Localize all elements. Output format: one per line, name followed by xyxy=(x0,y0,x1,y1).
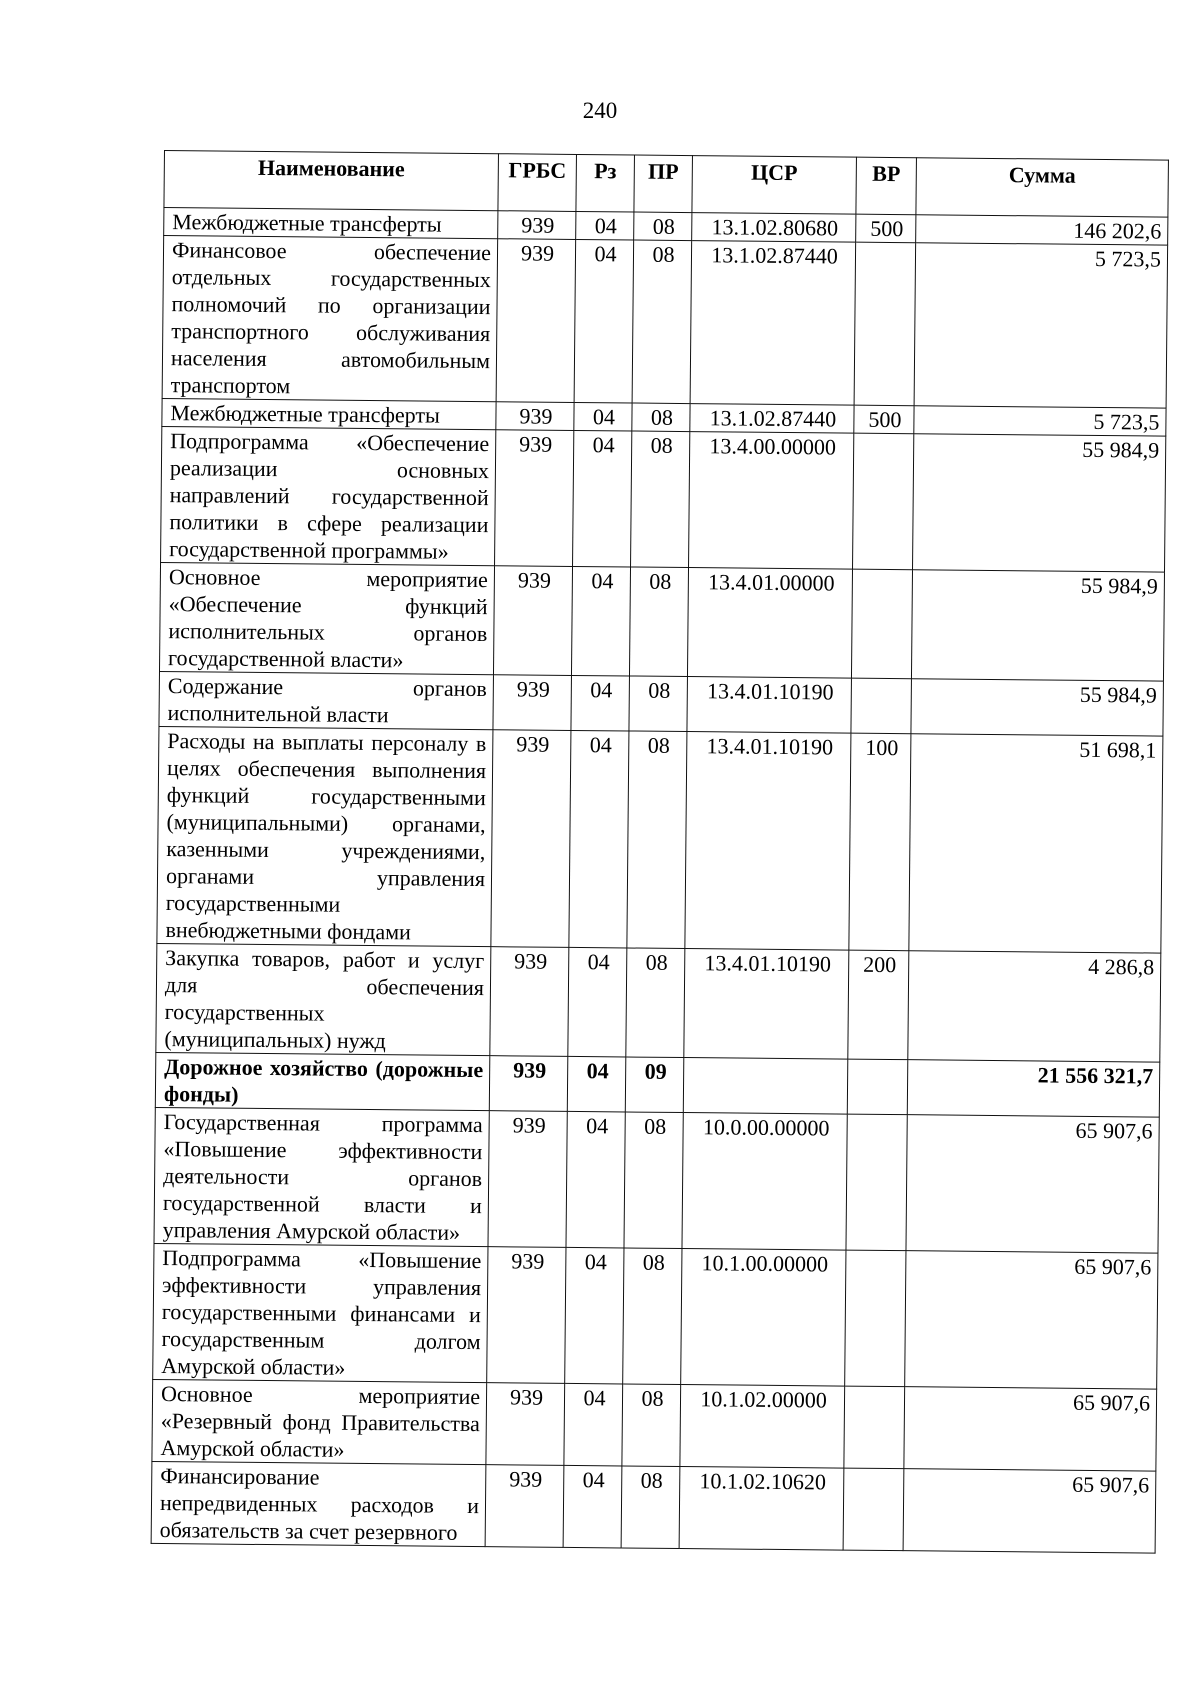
table-row xyxy=(161,426,1166,572)
table-row xyxy=(152,1379,1157,1471)
cell-vr xyxy=(843,1468,904,1551)
cell-sum: 65 907,6 xyxy=(904,1387,1157,1471)
cell-vr xyxy=(851,569,912,679)
header-name: Наименование xyxy=(164,151,499,211)
cell-pr: 08 xyxy=(627,731,687,949)
cell-csr: 13.4.00.00000 xyxy=(689,432,854,570)
cell-csr: 10.0.00.00000 xyxy=(682,1113,847,1251)
cell-csr: 13.4.01.10190 xyxy=(684,949,849,1060)
cell-vr: 500 xyxy=(854,405,914,434)
table-row xyxy=(156,943,1161,1062)
cell-grbs: 939 xyxy=(489,1056,568,1112)
cell-csr: 13.1.02.87440 xyxy=(690,241,856,406)
cell-sum: 65 907,6 xyxy=(906,1115,1159,1253)
table-row-section-total xyxy=(155,1052,1159,1117)
cell-pr: 09 xyxy=(625,1057,684,1113)
cell-name: Закупка товаров, работ и услуг для обеспечения государственных (муниципальных) нужд xyxy=(156,943,491,1055)
cell-rz: 04 xyxy=(564,1383,623,1466)
cell-name: Дорожное хозяйство (дорожные фонды) xyxy=(155,1052,490,1110)
cell-grbs: 939 xyxy=(496,402,574,431)
cell-grbs: 939 xyxy=(496,239,576,403)
header-rz: Рз xyxy=(576,154,635,212)
header-csr: ЦСР xyxy=(692,156,857,215)
cell-sum: 55 984,9 xyxy=(911,570,1164,681)
cell-name: Подпрограмма «Повышение эффективности управления государственными финансами и государственным долгом Амурской области» xyxy=(153,1243,488,1382)
cell-csr: 13.4.01.00000 xyxy=(687,568,852,679)
cell-grbs: 939 xyxy=(493,675,572,731)
cell-rz: 04 xyxy=(571,675,630,731)
header-sum: Сумма xyxy=(916,158,1169,217)
cell-vr xyxy=(853,433,914,570)
cell-name: Расходы на выплаты персоналу в целях обеспечения выполнения функций государственными (муниципальными) органами, казенными учреждениями, органами управления государственными внебюджетными фондами xyxy=(157,726,493,946)
cell-csr: 10.1.02.10620 xyxy=(679,1467,844,1551)
cell-csr: 13.4.01.10190 xyxy=(685,732,851,951)
table-row xyxy=(159,671,1163,736)
cell-pr: 08 xyxy=(624,1112,683,1249)
cell-pr: 08 xyxy=(623,1248,682,1385)
cell-pr: 08 xyxy=(632,403,690,432)
table-row xyxy=(151,1461,1156,1553)
cell-pr: 08 xyxy=(622,1384,681,1467)
cell-grbs: 939 xyxy=(491,730,571,948)
cell-grbs: 939 xyxy=(490,947,569,1057)
cell-vr xyxy=(847,1059,908,1115)
page-number: 240 xyxy=(582,98,618,123)
cell-name: Основное мероприятие «Обеспечение функций исполнительных органов государственной власти» xyxy=(159,562,494,674)
cell-vr xyxy=(845,1250,906,1387)
cell-pr: 08 xyxy=(621,1466,680,1549)
cell-pr: 08 xyxy=(631,431,690,568)
cell-name: Финансирование непредвиденных расходов и обязательств за счет резервного xyxy=(151,1461,486,1546)
cell-rz: 04 xyxy=(574,239,634,403)
table-row xyxy=(159,562,1164,681)
cell-grbs: 939 xyxy=(495,430,574,567)
header-row xyxy=(164,151,1169,218)
cell-vr xyxy=(844,1386,905,1469)
cell-rz: 04 xyxy=(567,1056,626,1112)
header-vr: ВР xyxy=(856,157,917,215)
table-row xyxy=(154,1107,1159,1253)
cell-csr: 13.1.02.87440 xyxy=(690,404,854,434)
table-row xyxy=(157,726,1163,953)
budget-table-wrapper xyxy=(151,150,1169,1554)
cell-vr xyxy=(851,678,912,734)
cell-sum: 21 556 321,7 xyxy=(907,1060,1160,1117)
cell-rz: 04 xyxy=(571,566,630,676)
header-grbs: ГРБС xyxy=(498,154,577,212)
budget-table xyxy=(151,150,1169,1554)
cell-pr: 08 xyxy=(634,212,692,241)
cell-vr: 200 xyxy=(848,950,909,1060)
cell-csr: 10.1.02.00000 xyxy=(680,1385,845,1469)
cell-vr xyxy=(854,242,916,406)
cell-vr: 100 xyxy=(849,733,911,951)
cell-name: Межбюджетные трансферты xyxy=(164,208,498,239)
cell-pr: 08 xyxy=(632,240,692,404)
cell-sum: 146 202,6 xyxy=(916,215,1168,245)
table-header xyxy=(164,151,1169,218)
cell-rz: 04 xyxy=(568,947,627,1057)
cell-csr: 13.1.02.80680 xyxy=(692,213,856,243)
cell-vr xyxy=(846,1114,907,1251)
cell-sum: 4 286,8 xyxy=(908,951,1161,1062)
cell-grbs: 939 xyxy=(488,1111,567,1248)
cell-rz: 04 xyxy=(574,402,632,431)
cell-name: Финансовое обеспечение отдельных государственных полномочий по организации транспортного обслуживания населения автомобильным транспортом xyxy=(162,236,498,402)
cell-sum: 55 984,9 xyxy=(911,679,1164,736)
table-row xyxy=(162,236,1168,409)
cell-name: Межбюджетные трансферты xyxy=(162,398,496,429)
cell-rz: 04 xyxy=(566,1111,625,1248)
cell-sum: 51 698,1 xyxy=(909,734,1163,953)
cell-rz: 04 xyxy=(563,1465,622,1548)
cell-grbs: 939 xyxy=(486,1383,565,1466)
cell-grbs: 939 xyxy=(487,1247,566,1384)
cell-csr xyxy=(683,1058,848,1115)
cell-csr: 10.1.00.00000 xyxy=(681,1249,846,1387)
cell-pr: 08 xyxy=(629,676,688,732)
cell-rz: 04 xyxy=(569,730,629,948)
cell-pr: 08 xyxy=(629,567,688,677)
cell-sum: 5 723,5 xyxy=(914,243,1168,408)
cell-grbs: 939 xyxy=(498,211,576,240)
cell-grbs: 939 xyxy=(493,566,572,676)
cell-pr: 08 xyxy=(626,948,685,1058)
cell-name: Содержание органов исполнительной власти xyxy=(159,671,494,729)
cell-vr: 500 xyxy=(856,214,916,243)
cell-sum: 5 723,5 xyxy=(914,406,1166,436)
cell-name: Государственная программа «Повышение эффективности деятельности органов государственной власти и управления Амурской области» xyxy=(154,1107,489,1246)
cell-csr: 13.4.01.10190 xyxy=(687,677,852,734)
cell-rz: 04 xyxy=(576,211,634,240)
cell-sum: 65 907,6 xyxy=(903,1469,1156,1553)
table-row xyxy=(153,1243,1158,1389)
cell-name: Подпрограмма «Обеспечение реализации основных направлений государственной политики в сфере реализации государственной программы» xyxy=(161,426,496,565)
table-body xyxy=(151,208,1168,1554)
cell-sum: 55 984,9 xyxy=(913,434,1166,572)
cell-sum: 65 907,6 xyxy=(905,1251,1158,1389)
cell-name: Основное мероприятие «Резервный фонд Правительства Амурской области» xyxy=(152,1379,487,1464)
cell-grbs: 939 xyxy=(485,1465,564,1548)
header-pr: ПР xyxy=(634,155,693,213)
cell-rz: 04 xyxy=(573,430,632,567)
cell-rz: 04 xyxy=(565,1247,624,1384)
